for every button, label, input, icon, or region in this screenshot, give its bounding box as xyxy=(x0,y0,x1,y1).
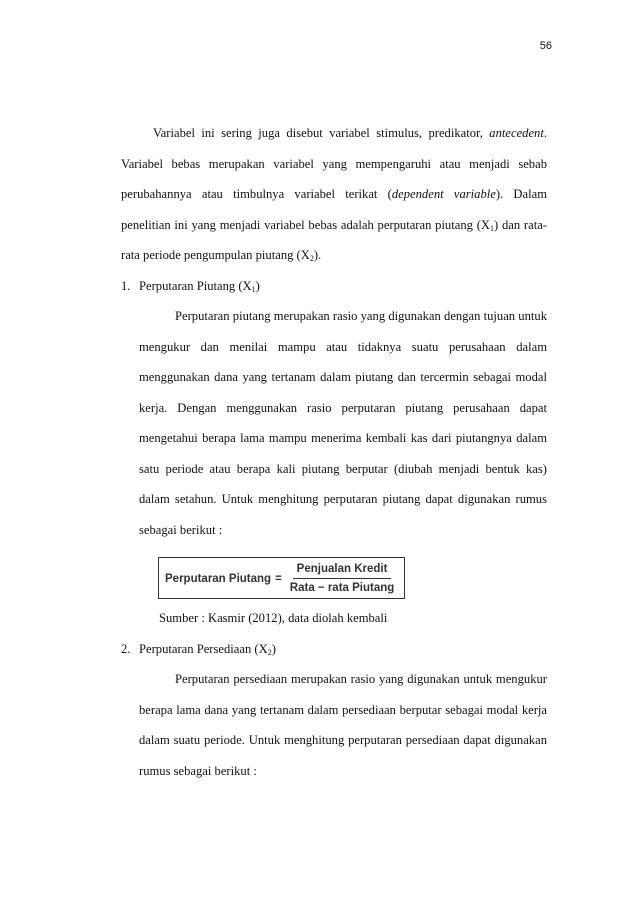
formula-equals: = xyxy=(275,572,282,585)
section-1-title: Perputaran Piutang $(X_1)$ xyxy=(139,278,260,294)
formula-lhs: Perputaran Piutang xyxy=(165,572,272,585)
section-2-heading xyxy=(121,634,547,665)
section-2-title: Perputaran Persediaan $(X_2)$ xyxy=(139,641,276,657)
formula-box xyxy=(158,557,405,599)
section-1-content xyxy=(139,301,547,634)
page-number: 56 xyxy=(539,40,552,52)
section-2-number: 2. xyxy=(121,641,131,656)
section-1-paragraph: Perputaran piutang merupakan rasio yang digunakan dengan tujuan untuk mengukur dan menilai mampu atau tidaknya suatu perusahaan dalam menggunakan dana yang tertanam dalam piutang dan tercermin sebagai modal kerja. Dengan menggunakan rasio perputaran piutang perusahaan dapat mengetahui berapa lama mampu menerima kembali kas dari piutangnya dalam satu periode atau berapa kali piutang berputar (diubah menjadi bentuk kas) dalam setahun. Untuk menghitung perputaran piutang dapat digunakan rumus sebagai berikut : xyxy=(139,309,547,537)
formula-source: Sumber : Kasmir (2012), data diolah kembali xyxy=(159,611,388,625)
section-2-content xyxy=(139,664,547,786)
formula-denominator: Rata − rata Piutang xyxy=(289,582,395,594)
intro-paragraph: Variabel ini sering juga disebut variabel stimulus, predikator, antecedent. Variabel bebas merupakan variabel yang mempengaruhi atau menjadi sebab perubahannya atau timbulnya variabel terikat (dependent variable). Dalam penelitian ini yang menjadi variabel bebas adalah perputaran piutang $(X_1)$ dan rata-rata periode pengumpulan piutang $(X_2)$. xyxy=(121,126,548,263)
receivable-turnover-formula xyxy=(158,553,547,603)
formula-fraction xyxy=(286,562,399,595)
section-1-heading xyxy=(121,271,547,302)
formula-numerator: Penjualan Kredit xyxy=(293,562,392,579)
document-body xyxy=(121,118,547,786)
section-2-paragraph: Perputaran persediaan merupakan rasio yang digunakan untuk mengukur berapa lama dana yang tertanam dalam persediaan berputar sebagai modal kerja dalam suatu periode. Untuk menghitung perputaran persediaan dapat digunakan rumus sebagai berikut : xyxy=(139,672,547,778)
section-1-number: 1. xyxy=(121,278,131,293)
